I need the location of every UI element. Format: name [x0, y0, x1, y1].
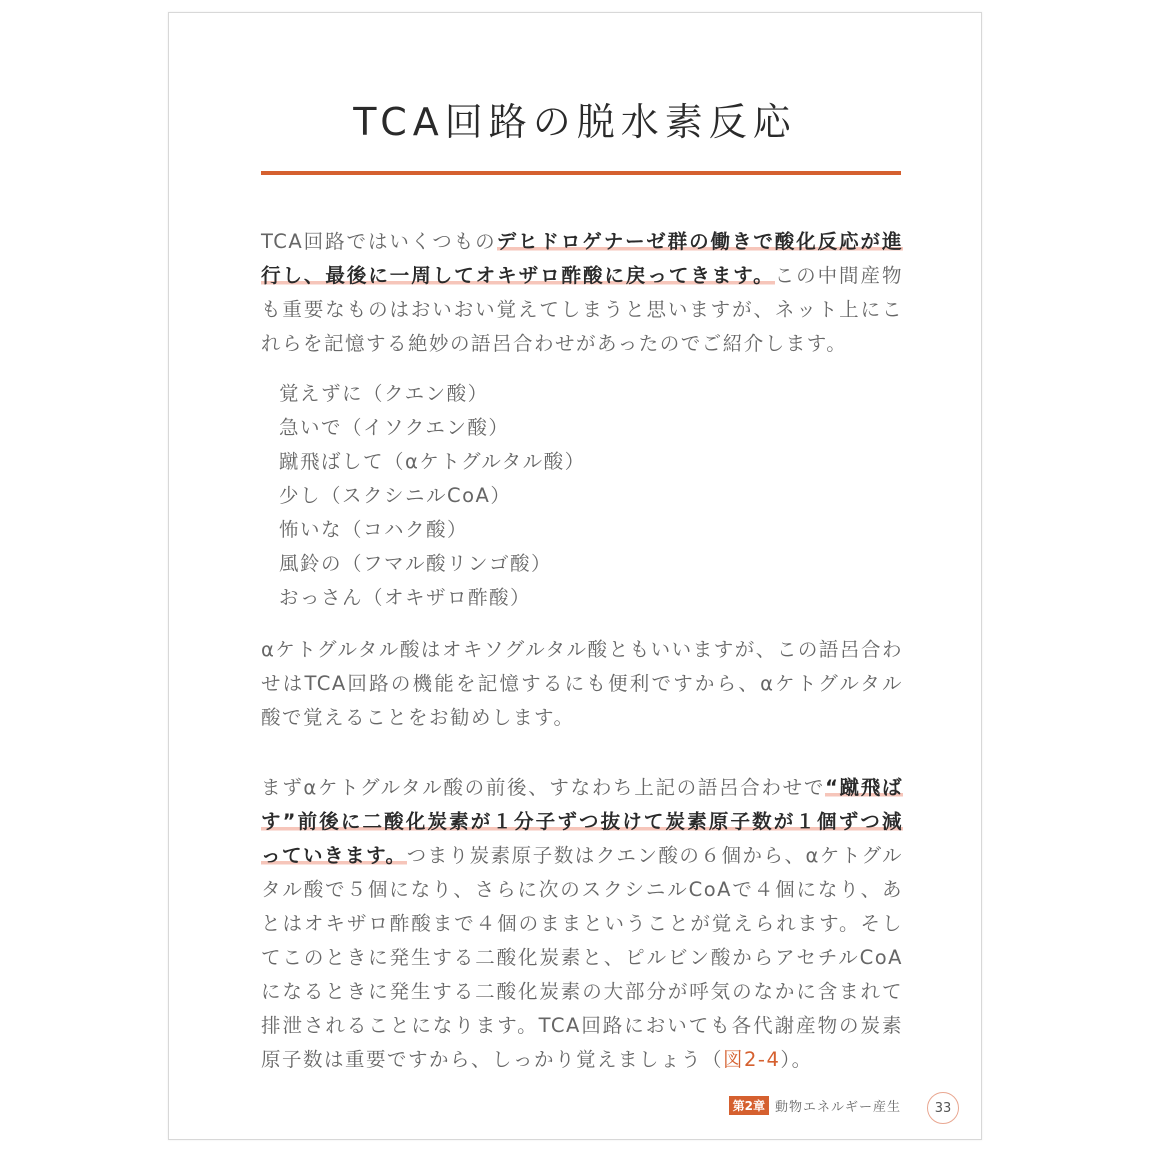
book-page [168, 12, 982, 1140]
intro-text-2: この中間産物も重要なものはおいおい覚えてしまうと思いますが、ネット上にこれらを記憶する絶妙の語呂合わせがあったのでご紹介します。 [261, 264, 903, 355]
mnemonic-item: 風鈴の（フマル酸リンゴ酸） [279, 552, 553, 575]
carbon-text-3: ）。 [780, 1048, 813, 1071]
carbon-highlight: “蹴飛ばす”前後に二酸化炭素が１分子ずつ抜けて炭素原子数が１個ずつ減っていきます。 [261, 776, 903, 867]
page-footer [729, 1096, 901, 1115]
title-underline [261, 171, 901, 175]
carbon-count-paragraph [261, 771, 903, 1077]
page-number: 33 [927, 1092, 959, 1124]
mnemonic-item: 怖いな（コハク酸） [279, 518, 469, 541]
chapter-badge: 第2章 [729, 1096, 769, 1115]
page-title: TCA回路の脱水素反応 [353, 100, 797, 144]
mnemonic-item: 急いで（イソクエン酸） [279, 416, 510, 439]
mnemonic-item: 覚えずに（クエン酸） [279, 382, 489, 405]
carbon-text-1: まずαケトグルタル酸の前後、すなわち上記の語呂合わせで [261, 776, 826, 799]
mnemonic-list [279, 377, 586, 615]
alpha-ketoglutarate-paragraph: αケトグルタル酸はオキソグルタル酸ともいいますが、この語呂合わせはTCA回路の機能を記憶するにも便利ですから、αケトグルタル酸で覚えることをお勧めします。 [261, 638, 903, 729]
intro-paragraph [261, 225, 903, 361]
carbon-text-2: つまり炭素原子数はクエン酸の６個から、αケトグルタル酸で５個になり、さらに次のスクシニルCoAで４個になり、あとはオキザロ酢酸まで４個のままということが覚えられます。そしてこのときに発生する二酸化炭素と、ピルビン酸からアセチルCoAになるときに発生する二酸化炭素の大部分が呼気のなかに含まれて排泄されることになります。TCA回路においても各代謝産物の炭素原子数は重要ですから、しっかり覚えましょう（ [261, 844, 903, 1071]
figure-reference: 図2-4 [723, 1048, 781, 1071]
mnemonic-item: 蹴飛ばして（αケトグルタル酸） [279, 450, 586, 473]
intro-text-1: TCA回路ではいくつもの [261, 230, 497, 253]
mnemonic-item: 少し（スクシニルCoA） [279, 484, 512, 507]
mnemonic-item: おっさん（オキザロ酢酸） [279, 586, 532, 609]
intro-highlight: デヒドロゲナーゼ群の働きで酸化反応が進行し、最後に一周してオキザロ酢酸に戻ってきます。 [261, 230, 903, 287]
chapter-title: 動物エネルギー産生 [774, 1100, 901, 1115]
